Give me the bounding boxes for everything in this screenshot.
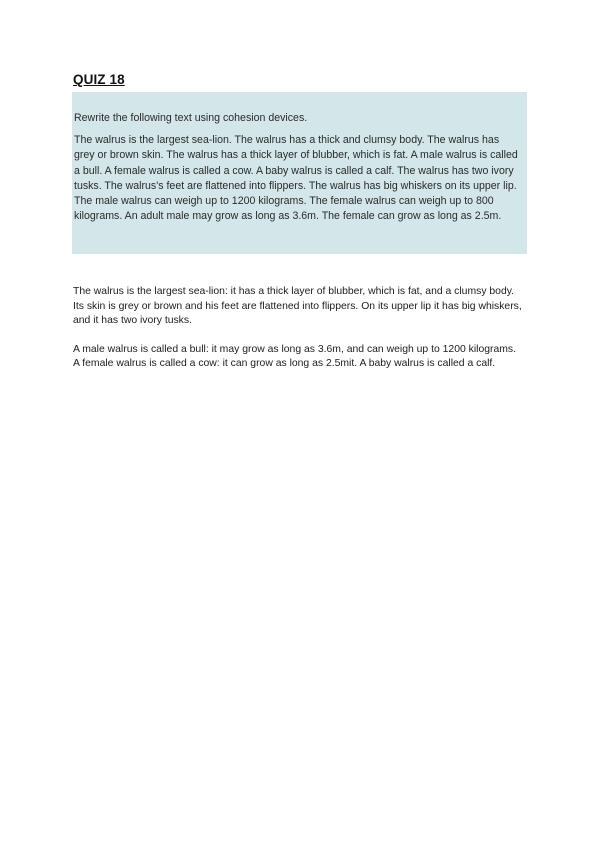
- answer-section: [73, 285, 523, 386]
- task-instruction: Rewrite the following text using cohesion devices.: [74, 112, 308, 124]
- task-box: [72, 92, 527, 254]
- answer-paragraph-1: The walrus is the largest sea-lion: it has a thick layer of blubber, which is fat, and a clumsy body. Its skin is grey or brown and his feet are flattened into flippers. On its upper lip it has big whiskers, and it has two ivory tusks.: [73, 286, 522, 326]
- original-text: The walrus is the largest sea-lion. The walrus has a thick and clumsy body. The walrus has grey or brown skin. The walrus has a thick layer of blubber, which is fat. A male walrus is called a bull. A female walrus is called a cow. A baby walrus is called a calf. The walrus has two ivory tusks. The walrus's feet are flattened into flippers. The walrus has big whiskers on its upper lip. The male walrus can weigh up to 1200 kilograms. The female walrus can weigh up to 800 kilograms. An adult male may grow as long as 3.6m. The female can grow as long as 2.5m.: [74, 134, 518, 223]
- answer-paragraph-2: A male walrus is called a bull: it may grow as long as 3.6m, and can weigh up to 1200 kilograms. A female walrus is called a cow: it can grow as long as 2.5mit. A baby walrus is called a calf.: [73, 343, 516, 369]
- quiz-title: QUIZ 18: [73, 72, 125, 87]
